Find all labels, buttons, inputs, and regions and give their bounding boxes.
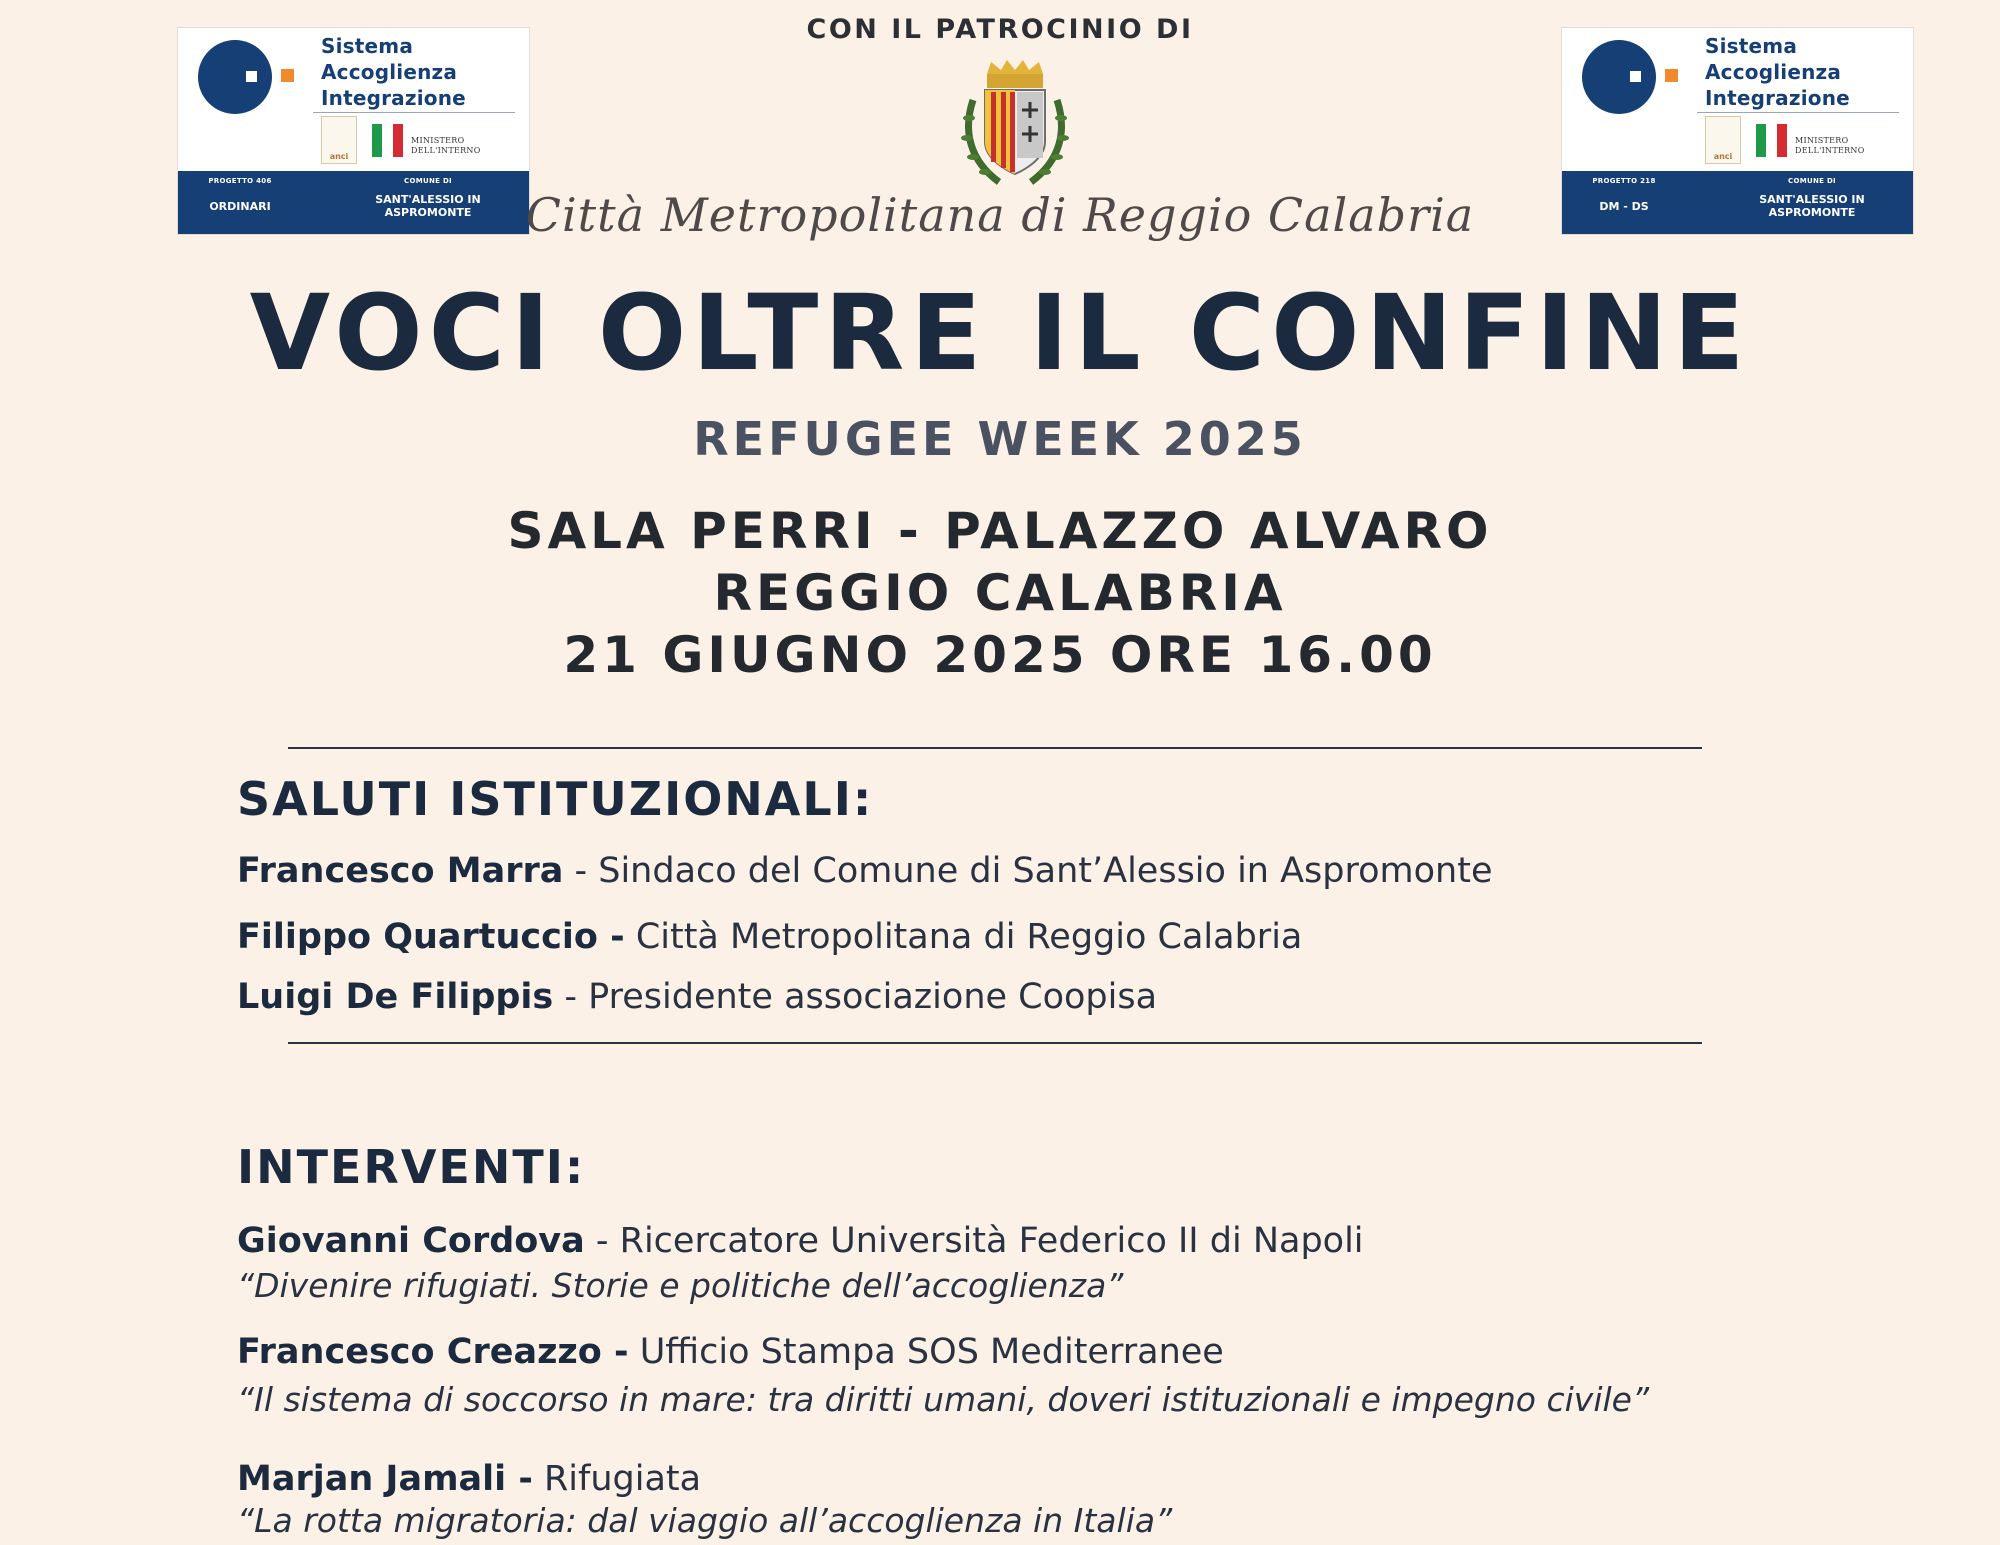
sai-title-2: Accoglienza: [1705, 60, 1842, 84]
anci-logo: anci: [1705, 116, 1741, 164]
comune-name-1: SANT'ALESSIO IN: [375, 193, 481, 206]
italy-flag-icon: [1756, 124, 1787, 157]
coat-of-arms-icon: [955, 60, 1075, 190]
intervento-speaker: Francesco Creazzo - Ufficio Stampa SOS Mediterranee: [237, 1332, 1224, 1372]
sai-title-2: Accoglienza: [321, 60, 458, 84]
intervento-talk: “La rotta migratoria: dal viaggio all’accoglienza in Italia”: [237, 1501, 1173, 1540]
sai-title-3: Integrazione: [1705, 86, 1850, 110]
citta-metropolitana-label: Città Metropolitana di Reggio Calabria: [525, 188, 1475, 242]
intervento-talk: “Il sistema di soccorso in mare: tra diritti umani, doveri istituzionali e impegno civile”: [237, 1380, 1650, 1419]
comune-label: COMUNE DI: [1788, 177, 1836, 185]
anci-logo: anci: [321, 116, 357, 164]
event-datetime: 21 GIUGNO 2025 ORE 16.00: [563, 626, 1437, 684]
sai-orange-square-icon: [281, 69, 294, 82]
event-title: VOCI OLTRE IL CONFINE: [249, 272, 1751, 394]
saluti-heading: SALUTI ISTITUZIONALI:: [237, 772, 874, 826]
sai-circle-icon: [198, 40, 272, 114]
progetto-tipo: ORDINARI: [209, 200, 271, 213]
event-subtitle: REFUGEE WEEK 2025: [693, 412, 1307, 466]
progetto-label: PROGETTO 218: [1592, 177, 1656, 185]
ministero-label-1: MINISTERO: [1795, 136, 1849, 145]
intervento-talk: “Divenire rifugiati. Storie e politiche dell’accoglienza”: [237, 1266, 1124, 1305]
patrocinio-label: CON IL PATROCINIO DI: [806, 14, 1194, 45]
comune-name-1: SANT'ALESSIO IN: [1759, 193, 1865, 206]
intervento-speaker: Marjan Jamali - Rifugiata: [237, 1459, 702, 1499]
sai-title-3: Integrazione: [321, 86, 466, 110]
interventi-heading: INTERVENTI:: [237, 1140, 586, 1194]
saluti-item: Filippo Quartuccio - Città Metropolitana di Reggio Calabria: [237, 917, 1303, 957]
italy-flag-icon: [372, 124, 403, 157]
saluti-item: Luigi De Filippis - Presidente associazione Coopisa: [237, 977, 1158, 1017]
comune-label: COMUNE DI: [404, 177, 452, 185]
sai-title-1: Sistema: [1705, 34, 1798, 58]
event-location-1: SALA PERRI - PALAZZO ALVARO: [507, 502, 1493, 560]
ministero-label-1: MINISTERO: [411, 136, 465, 145]
intervento-speaker: Giovanni Cordova - Ricercatore Università Federico II di Napoli: [237, 1221, 1364, 1261]
divider-bottom: [288, 1042, 1702, 1044]
progetto-label: PROGETTO 406: [208, 177, 272, 185]
sai-circle-icon: [1582, 40, 1656, 114]
divider-top: [288, 747, 1702, 749]
ministero-label-2: DELL'INTERNO: [1795, 146, 1865, 155]
ministero-label-2: DELL'INTERNO: [411, 146, 481, 155]
comune-name-2: ASPROMONTE: [1768, 206, 1856, 219]
saluti-item: Francesco Marra - Sindaco del Comune di Sant’Alessio in Aspromonte: [237, 851, 1493, 891]
progetto-tipo: DM - DS: [1599, 200, 1649, 213]
comune-name-2: ASPROMONTE: [384, 206, 472, 219]
event-location-2: REGGIO CALABRIA: [713, 564, 1287, 622]
sai-title-1: Sistema: [321, 34, 414, 58]
sai-orange-square-icon: [1665, 69, 1678, 82]
